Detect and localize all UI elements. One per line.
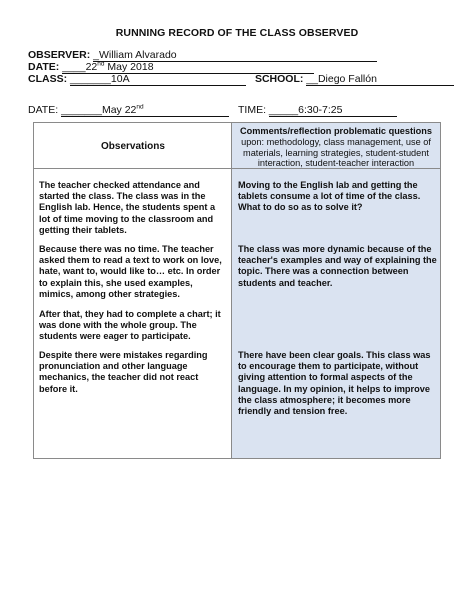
date-prefix: ____22 [62,61,98,73]
page-title: RUNNING RECORD OF THE CLASS OBSERVED [115,27,359,39]
time-value: _____6:30-7:25 [268,104,343,116]
observation-entry: Despite there were mistakes regarding pronunciation and other language mechanics, the teacher did not react before it. [39,350,208,394]
observer-value: _William Alvarado [93,49,177,61]
class-label: CLASS: [28,73,68,85]
observation-entry: Because there was no time. The teacher asked them to read a text to work on love, hate, want to, would like to… etc. In order to explain this, she used examples, mimics, among other strategies. [39,244,222,299]
comment-entry: There have been clear goals. This class was to encourage them to participate, without giving attention to formal aspects of the language. In my opinion, it helps to improve the class atmosphere; it becomes more friendly and tension free. [238,350,431,417]
observation-entry: After that, they had to complete a chart; it was done with the whole group. The students were eager to participate. [39,309,221,342]
date2-prefix: _______May 22 [61,104,137,116]
time-field[interactable] [269,105,397,117]
comments-header [234,126,438,169]
class-value: _______10A [70,73,130,85]
date2-suffix: nd [136,103,144,111]
comments-header-normal: upon: methodology, class management, use of materials, learning strategies, student-student interaction, student-teacher interaction [241,136,431,169]
date-time-line [28,104,397,117]
class-school-line [28,73,454,86]
date-label: DATE: [28,61,60,73]
observation-table [33,122,441,459]
date-suffix: nd [97,60,105,68]
observations-header: Observations [101,141,165,152]
school-field[interactable] [306,74,454,86]
observation-entry: The teacher checked attendance and started the class. The class was in the English lab. Hence, the students spent a lot of time moving to the classroom and getting their tablets. [39,180,216,235]
observer-label: OBSERVER: [28,49,91,61]
class-field[interactable] [70,74,246,86]
comments-header-bold: Comments/reflection problematic questions [240,126,432,136]
date-rest: May 2018 [104,61,154,73]
date2-field[interactable] [61,105,229,117]
school-value: __Diego Fallón [306,73,377,85]
comment-entry: Moving to the English lab and getting the tablets consume a lot of time of the class. What to do so as to solve it? [238,180,421,213]
school-label: SCHOOL: [254,73,304,85]
date2-label: DATE: [28,104,59,116]
time-label: TIME: [238,104,266,116]
comment-entry: The class was more dynamic because of the teacher's examples and way of explaining the topic. There was a connection between students and teacher. [238,244,437,288]
